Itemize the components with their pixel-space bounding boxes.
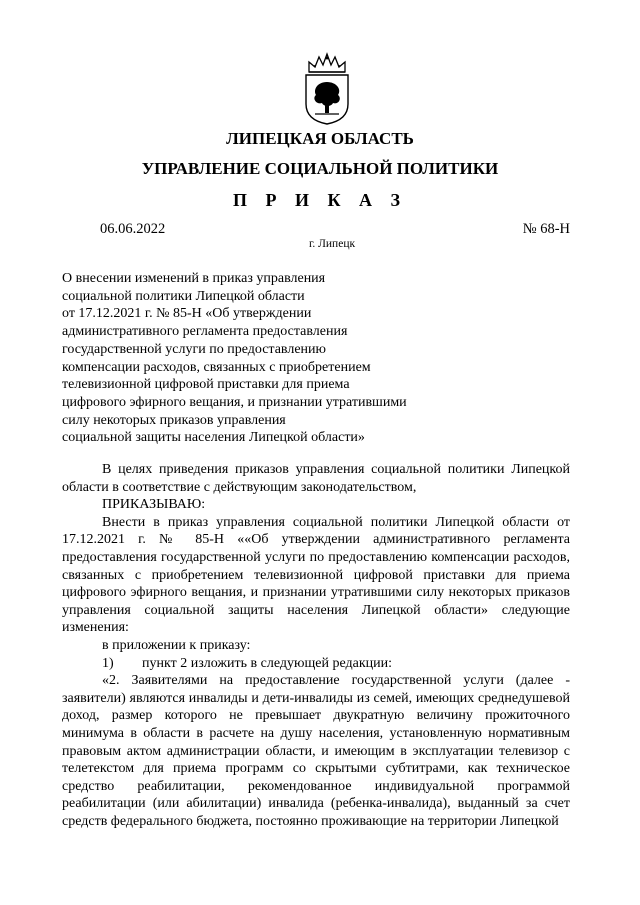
body-paragraph: В целях приведения приказов управления социальной политики Липецкой области в соответствие с действующим законодательством, [62, 462, 570, 495]
document-subject [62, 270, 442, 447]
department-title: УПРАВЛЕНИЕ СОЦИАЛЬНОЙ ПОЛИТИКИ [141, 159, 499, 178]
document-type-title: П Р И К А З [232, 190, 408, 210]
subject-line: силу некоторых приказов управления [62, 412, 286, 428]
list-item [62, 655, 570, 673]
subject-line: от 17.12.2021 г. № 85-Н «Об утверждении [62, 306, 312, 322]
body-paragraph: в приложении к приказу: [102, 637, 251, 653]
subject-line: административного регламента предоставления [62, 324, 348, 340]
body-paragraph: «2. Заявителями на предоставление государственной услуги (далее - заявители) являются инвалиды и дети-инвалиды из семей, имеющих среднедушевой доход, размер которого не превышает двукратную величину прожиточного минимума в области в расчете на душу населения, установленную нормативным правовым актом администрации области, и имеющим в эксплуатации телевизор с телетекстом для приема программ со скрытыми субтитрами, как техническое средство реабилитации, рекомендованное индивидуальной программой реабилитации (или абилитации) инвалида (ребенка-инвалида), выданный за счет средств федерального бюджета, постоянно проживающие на территории Липецкой [62, 673, 570, 829]
subject-line: цифрового эфирного вещания, и признании утратившими [62, 394, 407, 410]
document-number: № 68-Н [522, 221, 570, 237]
region-title: ЛИПЕЦКАЯ ОБЛАСТЬ [226, 129, 414, 148]
body-paragraph: Внести в приказ управления социальной политики Липецкой области от 17.12.2021 г. № 85-Н ««Об утверждении административного регламента предоставления государственной услуги по предоставлению компенсации расходов, связанных с приобретением телевизионной цифровой приставки для приема цифрового эфирного вещания, и признании утратившими силу некоторых приказов управления социальной защиты населения Липецкой области» следующие изменения: [62, 514, 570, 636]
document-date: 06.06.2022 [100, 221, 166, 237]
document-body [62, 461, 570, 830]
subject-line: социальной политики Липецкой области [62, 288, 305, 304]
subject-line: О внесении изменений в приказ управления [62, 271, 326, 286]
subject-line: компенсации расходов, связанных с приобретением [62, 359, 371, 375]
list-item-number: 1) [102, 655, 114, 671]
subject-line: телевизионной цифровой приставки для приема [62, 377, 350, 393]
subject-line: социальной защиты населения Липецкой области» [62, 430, 365, 446]
subject-line: государственной услуги по предоставлению [62, 341, 326, 357]
list-item-text: пункт 2 изложить в следующей редакции: [142, 655, 392, 671]
coat-of-arms-icon [301, 52, 353, 126]
order-keyword: ПРИКАЗЫВАЮ: [102, 497, 206, 513]
document-city: г. Липецк [308, 238, 356, 250]
